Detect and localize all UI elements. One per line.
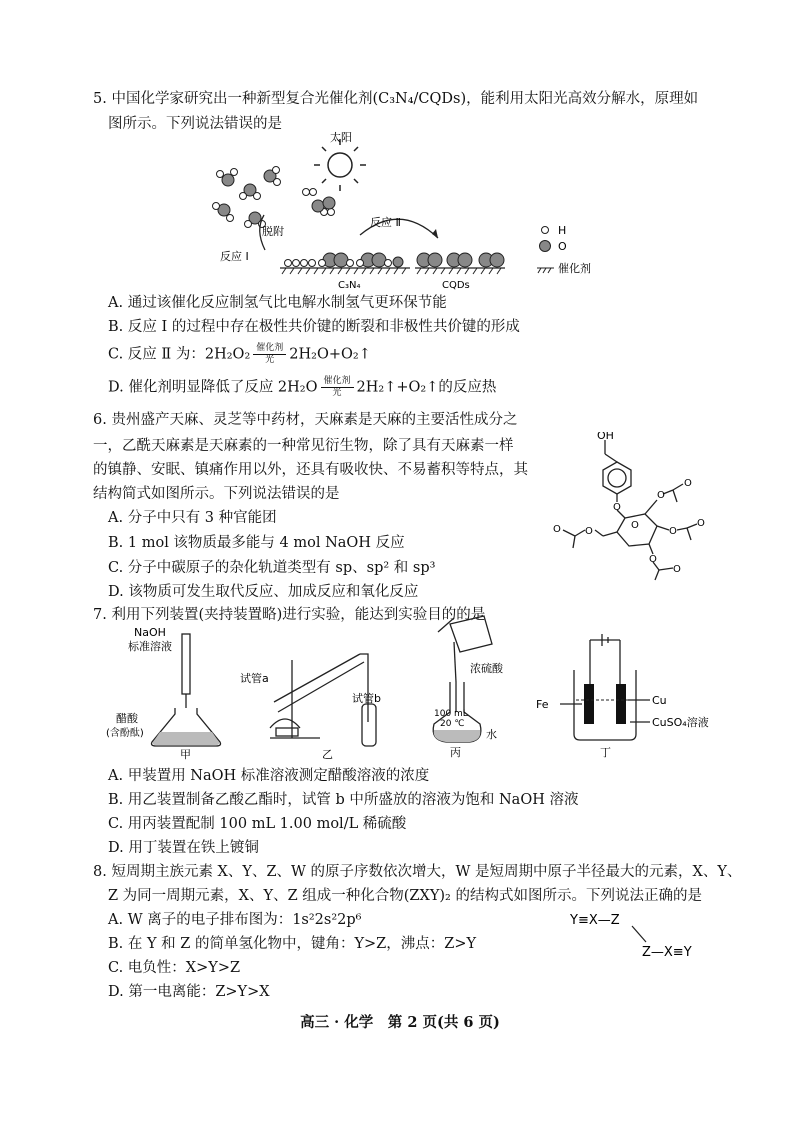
q5-option-c-left: C. 反应 Ⅱ 为：2H₂O₂ <box>108 346 251 363</box>
q6-stem-line3: 的镇静、安眠、镇痛作用以外，还具有吸收快、不易蓄积等特点，其 <box>93 462 528 478</box>
apparatus-ding <box>530 630 720 760</box>
struct-row2: Z—X≡Y <box>642 945 692 960</box>
apparatus-jia <box>100 622 235 762</box>
apparatus-yi <box>240 640 390 762</box>
o-label-ring: O <box>631 520 639 531</box>
o-label-6: O <box>649 554 657 565</box>
q6-option-d: D. 该物质可发生取代反应、加成反应和氧化反应 <box>108 584 419 600</box>
fe-label: Fe <box>536 698 549 711</box>
legend <box>537 227 554 274</box>
conc-h2so4-label: 浓硫酸 <box>470 662 503 675</box>
q5-option-d <box>108 376 496 399</box>
condition-bottom: 光 <box>265 355 275 365</box>
o-label-7: O <box>673 564 681 575</box>
std-solution-label: 标准溶液 <box>128 640 172 653</box>
q5-option-c-condition <box>253 343 286 366</box>
q6-option-a: A. 分子中只有 3 种官能团 <box>108 510 277 526</box>
q6-stem-line4: 结构简式如图所示。下列说法错误的是 <box>93 486 340 502</box>
cqds-surface <box>415 253 505 274</box>
o-label-1: O <box>613 502 621 513</box>
struct-row1: Y≡X—Z <box>570 913 620 928</box>
apparatus-bing <box>420 612 530 762</box>
indicator-label: (含酚酞) <box>106 728 144 739</box>
o-label-8: O <box>585 526 593 537</box>
q7-option-a: A. 甲装置用 NaOH 标准溶液测定醋酸溶液的浓度 <box>108 768 430 784</box>
tube-b-label: 试管b <box>352 692 381 705</box>
flask-volume-label: 100 mL <box>434 709 468 719</box>
q5-option-d-condition <box>321 376 354 399</box>
sun-icon <box>314 139 366 191</box>
condition-top: 催化剂 <box>321 376 354 388</box>
q5-option-c-right: 2H₂O+O₂↑ <box>289 346 371 363</box>
fe-electrode <box>584 684 594 724</box>
q6-option-b: B. 1 mol 该物质最多能与 4 mol NaOH 反应 <box>108 535 405 551</box>
reaction-2-label: 反应 Ⅱ <box>370 216 401 229</box>
page-footer: 高三 · 化学 第 2 页(共 6 页) <box>300 1014 500 1031</box>
acid-solution <box>153 732 219 745</box>
q8-option-c: C. 电负性：X>Y>Z <box>108 960 241 976</box>
water-molecules <box>213 167 281 228</box>
q6-stem-line1: 6. 贵州盛产天麻、灵芝等中药材，天麻素是天麻的主要活性成分之 <box>93 412 518 428</box>
q7-stem-line1: 7. 利用下列装置(夹持装置略)进行实验，能达到实验目的的是 <box>93 607 486 623</box>
c3n4-label: C₃N₄ <box>338 280 361 290</box>
cqds-label: CQDs <box>442 280 470 290</box>
q8-option-b: B. 在 Y 和 Z 的简单氢化物中，键角：Y>Z，沸点：Z>Y <box>108 936 477 952</box>
q5-option-b: B. 反应 Ⅰ 的过程中存在极性共价键的断裂和非极性共价键的形成 <box>108 319 520 335</box>
desorb-label: 脱附 <box>262 225 284 238</box>
o-label-4: O <box>669 526 677 537</box>
sun-label: 太阳 <box>330 131 352 144</box>
q8-option-d: D. 第一电离能：Z>Y>X <box>108 984 270 1000</box>
acetylgastrodin-structure <box>545 432 720 582</box>
condition-bottom: 光 <box>332 388 342 398</box>
q5-option-c <box>108 343 371 366</box>
q7-option-c: C. 用丙装置配制 100 mL 1.00 mol/L 稀硫酸 <box>108 816 407 832</box>
q6-option-c: C. 分子中碳原子的杂化轨道类型有 sp、sp² 和 sp³ <box>108 560 436 576</box>
q5-option-d-left: D. 催化剂明显降低了反应 2H₂O <box>108 379 318 396</box>
q7-option-b: B. 用乙装置制备乙酸乙酯时，试管 b 中所盛放的溶液为饱和 NaOH 溶液 <box>108 792 579 808</box>
cuso4-label: CuSO₄溶液 <box>652 716 709 729</box>
condition-top: 催化剂 <box>253 343 286 355</box>
q8-option-a: A. W 离子的电子排布图为：1s²2s²2p⁶ <box>108 912 362 928</box>
q5-option-a: A. 通过该催化反应制氢气比电解水制氢气更环保节能 <box>108 295 447 311</box>
z-z-bond <box>632 926 646 942</box>
o-label-9: O <box>553 524 561 535</box>
tube-a-label: 试管a <box>240 672 269 685</box>
zxy2-structure <box>570 908 720 964</box>
ding-label: 丁 <box>600 746 611 759</box>
reaction-1-label: 反应 Ⅰ <box>220 250 249 263</box>
q7-option-d: D. 用丁装置在铁上镀铜 <box>108 840 259 856</box>
o-label-5: O <box>697 518 705 529</box>
o-label-2: O <box>657 490 665 501</box>
c3n4-surface <box>280 253 410 274</box>
cu-label: Cu <box>652 694 667 707</box>
bing-label: 丙 <box>450 746 461 759</box>
jia-label: 甲 <box>180 748 191 761</box>
water-label: 水 <box>486 728 497 741</box>
oh-label: OH <box>597 432 614 442</box>
water-level <box>434 730 481 742</box>
q8-stem-line2: Z 为同一周期元素，X、Y、Z 组成一种化合物(ZXY)₂ 的结构式如图所示。下列说法正确的是 <box>108 888 702 904</box>
legend-h: H <box>558 224 567 237</box>
cu-electrode <box>616 684 626 724</box>
legend-catalyst: 催化剂 <box>558 262 591 275</box>
q8-stem-line1: 8. 短周期主族元素 X、Y、Z、W 的原子序数依次增大，W 是短周期中原子半径最大的元素，X、Y、 <box>93 864 742 880</box>
o-label-3: O <box>684 478 692 489</box>
acetic-acid-label: 醋酸 <box>116 712 138 725</box>
flask-temp-label: 20 ℃ <box>440 719 465 729</box>
yi-label: 乙 <box>322 748 333 761</box>
q5-stem-line2: 图所示。下列说法错误的是 <box>108 116 282 132</box>
legend-o: O <box>558 240 567 253</box>
naoh-label: NaOH <box>134 626 166 639</box>
q6-stem-line2: 一，乙酰天麻素是天麻素的一种常见衍生物，除了具有天麻素一样 <box>93 438 514 454</box>
q5-stem-line1: 5. 中国化学家研究出一种新型复合光催化剂(C₃N₄/CQDs)，能利用太阳光高效分解水，原理如 <box>93 91 699 107</box>
q5-option-d-right: 2H₂↑+O₂↑的反应热 <box>356 379 497 396</box>
q5-photocatalysis-figure <box>210 130 610 290</box>
